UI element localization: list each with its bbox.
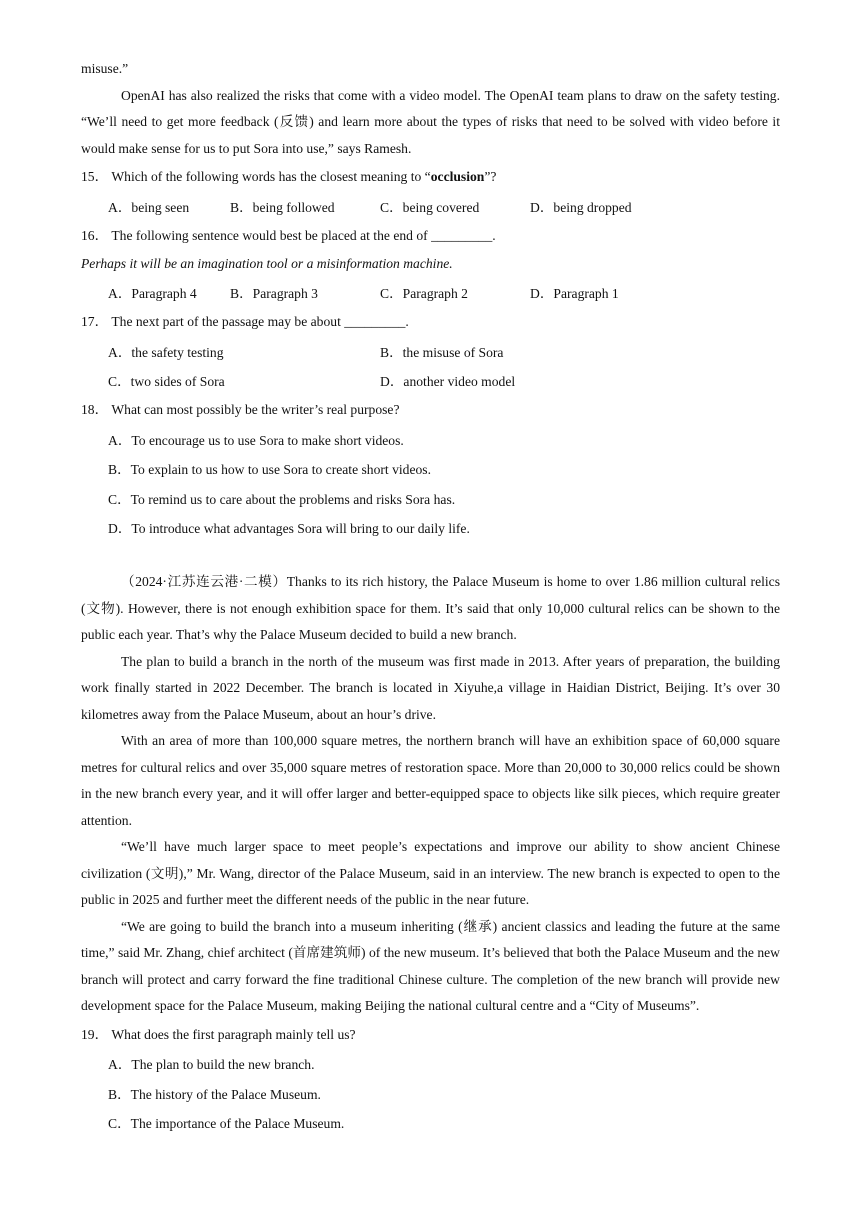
option-c: C．To remind us to care about the problems and risks Sora has. [108,491,456,507]
question-15-stem-end: ”? [484,169,497,184]
document-page [81,56,780,1137]
question-16 [81,221,780,308]
option-a: A．The plan to build the new branch. [108,1057,315,1073]
option-a: A．Paragraph 4 [108,286,197,302]
question-17-options-row-2 [81,366,780,396]
section-gap [81,542,780,569]
question-15 [81,162,780,221]
option-d: D．To introduce what advantages Sora will bring to our daily life. [108,521,470,537]
option-d: D．another video model [380,374,516,390]
option-b: B．being followed [230,199,335,215]
passage-2 [81,569,780,1020]
question-19-stem: 19． What does the first paragraph mainly tell us? [81,1026,356,1042]
option-d: D．being dropped [530,199,632,215]
passage2-paragraph-5: “We are going to build the branch into a museum inheriting (继承) ancient classics and leading the future at the same time,” said Mr. Zhang, chief architect (首席建筑师) of the new museum. It’s believed that both the Palace Museum and the new branch will protect and carry forward the fine traditional Chinese culture. The completion of the new branch will provide new development space for the Palace Museum, making Beijing the national cultural centre and a “City of Museums”. [81,918,780,1013]
question-18-stem: 18． What can most possibly be the writer’s real purpose? [81,402,400,417]
passage2-paragraph-1 [81,569,780,649]
passage2-paragraph-4: “We’ll have much larger space to meet people’s expectations and improve our ability to show ancient Chinese civilization (文明),” Mr. Wang, director of the Palace Museum, said in an interview. The new branch is expected to open to the public in 2025 and further meet the different needs of the public in the near future. [81,839,780,907]
option-a: A．being seen [108,199,190,215]
question-15-options [81,191,780,221]
question-17 [81,307,780,395]
option-c: C．being covered [380,199,480,215]
passage2-paragraph-1-text: Thanks to its rich history, the Palace Museum is home to over 1.86 million cultural relics (文物). However, there is not enough exhibition space for them. It’s said that only 10,000 cultural relics can be shown to the public each year. That’s why the Palace Museum decided to build a new branch. [81,574,780,642]
option-c: C．Paragraph 2 [380,286,468,302]
question-16-stem: 16． The following sentence would best be placed at the end of _________. [81,227,496,243]
option-b: B．The history of the Palace Museum. [108,1086,321,1102]
question-19 [81,1020,780,1138]
option-a: A．the safety testing [108,344,224,360]
question-16-options [81,278,780,308]
passage2-paragraph-2: The plan to build a branch in the north of the museum was first made in 2013. After years of preparation, the building work finally started in 2022 December. The branch is located in Xiyuhe,a village in Haidian District, Beijing. It’s over 30 kilometres away from the Palace Museum, about an hour’s drive. [81,653,780,722]
question-15-stem-text: 15． Which of the following words has the closest meaning to “ [81,169,431,184]
question-15-keyword: occlusion [430,169,485,184]
option-b: B．To explain to us how to use Sora to create short videos. [108,462,431,478]
option-b: B．Paragraph 3 [230,286,318,302]
question-17-stem: 17． The next part of the passage may be about _________. [81,314,409,329]
passage2-source: （2024·江苏连云港·二模） [121,574,287,589]
passage2-paragraph-3: With an area of more than 100,000 square metres, the northern branch will have an exhibition space of 60,000 square metres for cultural relics and over 35,000 square metres of restoration space. More than 20,000 to 30,000 relics could be shown in the new branch every year, and it will offer larger and better-equipped space to objects like silk pieces, which require greater attention. [81,733,780,828]
question-17-options-row-1 [81,336,780,366]
option-c: C．The importance of the Palace Museum. [108,1116,345,1132]
question-16-sentence: Perhaps it will be an imagination tool or a misinformation machine. [81,255,453,271]
option-b: B．the misuse of Sora [380,344,504,360]
passage1-paragraph: OpenAI has also realized the risks that come with a video model. The OpenAI team plans to draw on the safety testing. “We’ll need to get more feedback (反馈) and learn more about the types of risks that need to be solved with video before it would make sense for us to put Sora into use,” says Ramesh. [81,87,780,156]
passage1-tail: misuse.” [81,61,129,76]
option-c: C．two sides of Sora [108,374,225,390]
option-a: A．To encourage us to use Sora to make short videos. [108,432,404,448]
question-18 [81,395,780,542]
question-15-stem [81,162,780,191]
option-d: D．Paragraph 1 [530,286,619,302]
